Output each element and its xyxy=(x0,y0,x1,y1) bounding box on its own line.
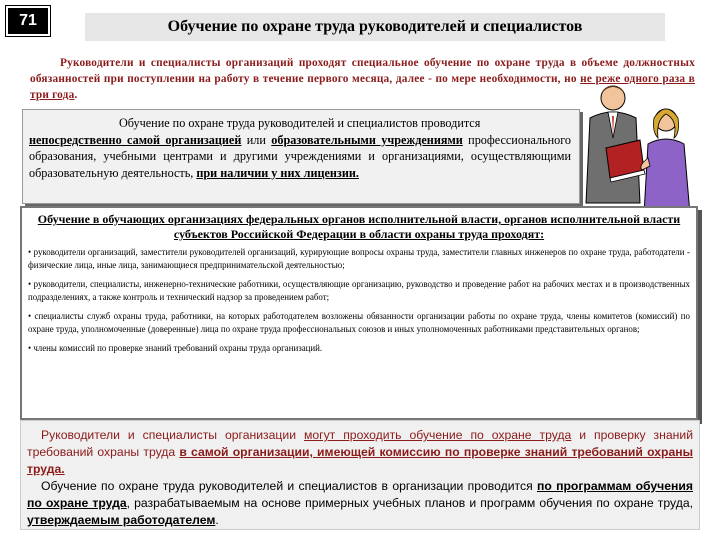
people-illustration xyxy=(578,78,698,216)
programs-end: . xyxy=(215,513,219,527)
programs-text-2: , разрабатываемым на основе примерных учебных планов и программ обучения по охране труда, xyxy=(126,496,693,510)
intro-end: . xyxy=(74,89,78,101)
page-title: Обучение по охране труда руководителей и специалистов xyxy=(85,13,665,41)
training-organizations-panel xyxy=(20,206,698,420)
slide-number: 71 xyxy=(6,6,50,36)
programs-paragraph xyxy=(27,478,693,529)
programs-text: Обучение по охране труда руководителей и специалистов в организации проводится xyxy=(41,479,537,493)
list-item: • члены комиссий по проверке знаний требований охраны труда организаций. xyxy=(28,343,323,353)
in-house-may: могут проходить обучение по охране труда xyxy=(303,428,572,442)
organizers-license: при наличии у них лицензии. xyxy=(196,165,359,180)
organizers-edu: образовательными учреждениями xyxy=(271,132,463,147)
organizers-lead: Обучение по охране труда руководителей и специалистов проводится xyxy=(119,116,481,130)
organizers-or: или xyxy=(241,132,272,147)
list-item: • специалисты служб охраны труда, работники, на которых работодателем возложены обязанности организации работы по охране труда, члены комитетов (комиссий) по охране труда, уполномоченные (доверенные) лица по охране труда профессиональных союзов и иных уполномоченных работниками представительных органов; xyxy=(28,311,690,334)
organizers-panel xyxy=(22,109,580,204)
intro-deadline: не реже одного раза в три года xyxy=(30,73,695,101)
in-house-commission: в самой организации, имеющей комиссию по проверке знаний требований охраны труда. xyxy=(27,445,694,476)
in-house-text-2: и проверку знаний требований охраны труда xyxy=(27,428,694,459)
programs-approved: утверждаемым работодателем xyxy=(27,513,216,527)
in-house-text: Руководители и специалисты организации xyxy=(41,428,304,442)
in-house-training-panel xyxy=(20,420,700,530)
organizers-self: непосредственно самой организацией xyxy=(29,132,242,147)
organizers-body xyxy=(29,132,571,182)
training-heading: Обучение в обучающих организациях федеральных органов исполнительной власти, органов исполнительной власти субъектов Российской Федерации в области охраны труда проходят: xyxy=(37,212,681,241)
list-item: • руководители организаций, заместители руководителей организаций, курирующие вопросы охраны труда, заместители главных инженеров по охране труда, работодатели - физические лица, иные лица, занимающиеся предпринимательской деятельностью; xyxy=(28,247,690,270)
intro-text: Руководители и специалисты организаций проходят специальное обучение по охране труда в объеме должностных обязанностей при поступлении на работу в течение первого месяца, далее - по мере необходимости, но xyxy=(30,57,695,85)
in-house-paragraph xyxy=(27,427,693,478)
organizers-others: профессионального образования, учебными центрами и другими учреждениями и организациями, осуществляющими образовательную деятельность, xyxy=(29,132,572,180)
list-item: • руководители, специалисты, инженерно-технические работники, осуществляющие организацию, руководство и проведение работ на рабочих местах и в производственных подразделениях, а также контроль и технический надзор за проведением работ; xyxy=(28,279,690,302)
programs-label: по программам обучения по охране труда xyxy=(27,479,693,510)
